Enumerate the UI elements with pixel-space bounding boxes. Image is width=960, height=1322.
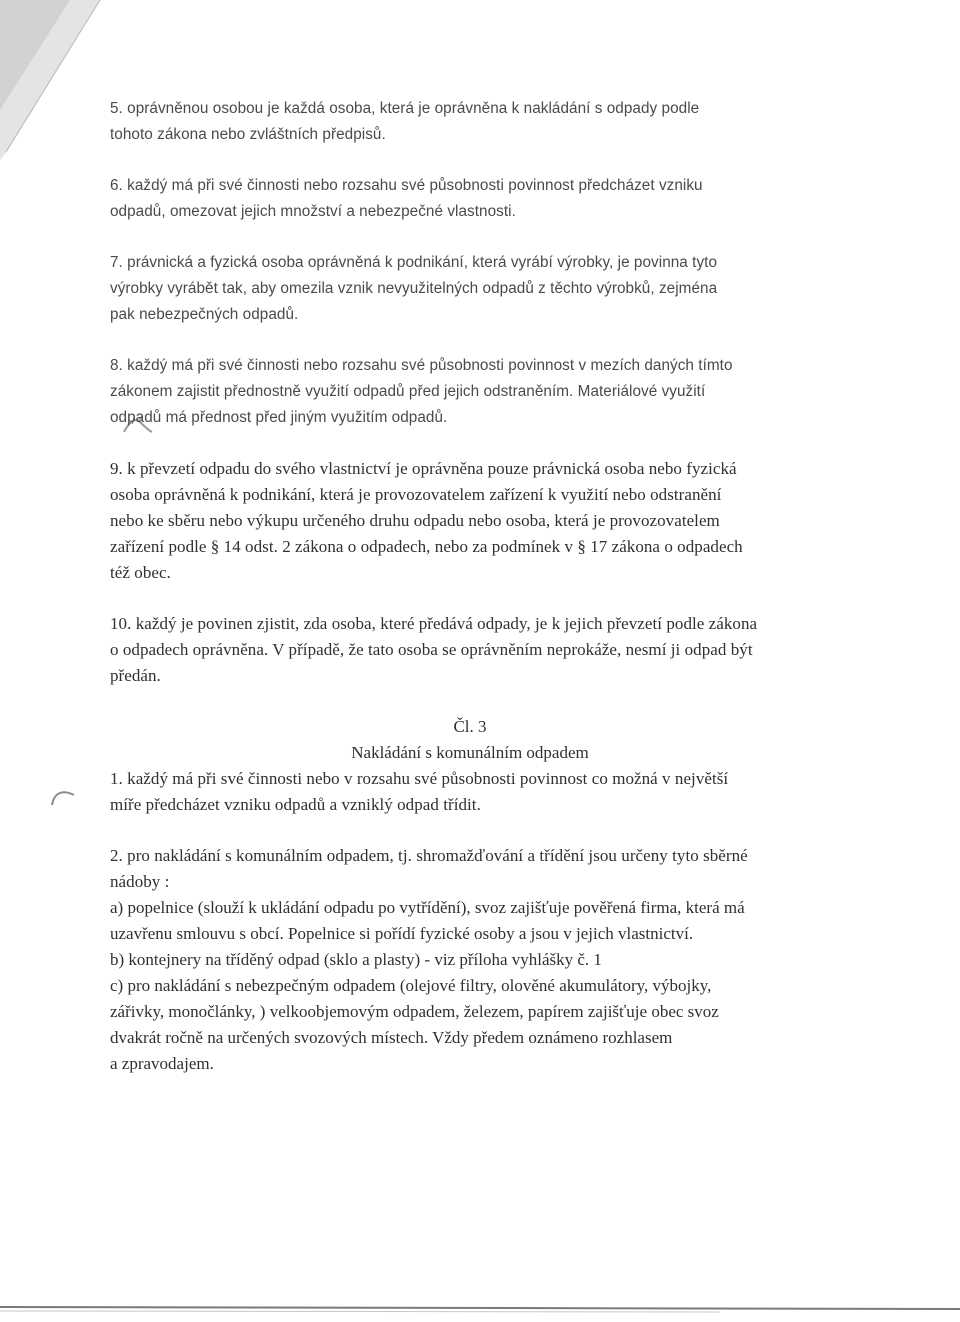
text-line: míře předcházet vzniku odpadů a vzniklý odpad třídit. bbox=[110, 795, 481, 814]
paragraph-9 bbox=[110, 456, 830, 586]
text-line: 7. právnická a fyzická osoba oprávněná k podnikání, která vyrábí výrobky, je povinna tyto bbox=[110, 254, 718, 271]
text-line: nádoby : bbox=[110, 872, 170, 891]
scan-edge-line bbox=[0, 1299, 960, 1321]
section-paragraph-1 bbox=[110, 766, 830, 818]
text-line: dvakrát ročně na určených svozových místech. Vždy předem oznámeno rozhlasem bbox=[110, 1028, 673, 1047]
list-item-c bbox=[110, 973, 830, 1077]
text-line: zařízení podle § 14 odst. 2 zákona o odpadech, nebo za podmínek v § 17 zákona o odpadech bbox=[110, 537, 743, 556]
text-line: nebo ke sběru nebo výkupu určeného druhu odpadu nebo osoba, která je provozovatelem bbox=[110, 511, 720, 530]
paragraph-6 bbox=[110, 173, 830, 225]
paragraph-7 bbox=[110, 250, 830, 328]
text-line: c) pro nakládání s nebezpečným odpadem (olejové filtry, olověné akumulátory, výbojky, bbox=[110, 976, 712, 995]
text-line: 1. každý má při své činnosti nebo v rozsahu své působnosti povinnost co možná v největší bbox=[110, 769, 729, 788]
text-line: 9. k převzetí odpadu do svého vlastnictví je oprávněna pouze právnická osoba nebo fyzická bbox=[110, 459, 737, 478]
text-line: a zpravodajem. bbox=[110, 1054, 214, 1073]
text-line: odpadů, omezovat jejich množství a nebezpečné vlastnosti. bbox=[110, 203, 516, 220]
text-line: zářivky, monočlánky, ) velkoobjemovým odpadem, železem, papírem zajišťuje obec svoz bbox=[110, 1002, 719, 1021]
corner-fold-shadow bbox=[0, 0, 110, 160]
text-line: 10. každý je povinen zjistit, zda osoba, které předává odpady, je k jejich převzetí podle zákona bbox=[110, 614, 758, 633]
text-line: o odpadech oprávněna. V případě, že tato osoba se oprávněním neprokáže, nesmí ji odpad být bbox=[110, 640, 753, 659]
text-line: b) kontejnery na tříděný odpad (sklo a plasty) - viz příloha vyhlášky č. 1 bbox=[110, 950, 602, 969]
paragraph-10 bbox=[110, 611, 830, 689]
scan-speck bbox=[48, 783, 78, 811]
section-paragraph-2 bbox=[110, 843, 830, 895]
text-line: tohoto zákona nebo zvláštních předpisů. bbox=[110, 126, 386, 143]
text-line: výrobky vyrábět tak, aby omezila vznik nevyužitelných odpadů z těchto výrobků, zejména bbox=[110, 280, 718, 297]
paragraph-5 bbox=[110, 96, 830, 148]
paragraph-8 bbox=[110, 353, 830, 431]
text-line: zákonem zajistit přednostně využití odpadů před jejich odstraněním. Materiálové využití bbox=[110, 383, 706, 400]
text-line: osoba oprávněná k podnikání, která je provozovatelem zařízení k využití nebo odstranění bbox=[110, 485, 722, 504]
list-item-a bbox=[110, 895, 830, 947]
section-title: Nakládání s komunálním odpadem bbox=[351, 743, 589, 762]
text-line: odpadů má přednost před jiným využitím odpadů. bbox=[110, 409, 448, 426]
text-line: též obec. bbox=[110, 563, 171, 582]
text-line: 5. oprávněnou osobou je každá osoba, která je oprávněna k nakládání s odpady podle bbox=[110, 100, 700, 117]
section-number: Čl. 3 bbox=[453, 717, 487, 736]
text-line: předán. bbox=[110, 666, 161, 685]
document-body bbox=[110, 96, 830, 1077]
list-item-b bbox=[110, 947, 830, 973]
text-line: a) popelnice (slouží k ukládání odpadu po vytřídění), svoz zajišťuje pověřená firma, která má bbox=[110, 898, 745, 917]
text-line: 6. každý má při své činnosti nebo rozsahu své působnosti povinnost předcházet vzniku bbox=[110, 177, 703, 194]
text-line: 2. pro nakládání s komunálním odpadem, tj. shromažďování a třídění jsou určeny tyto sběrné bbox=[110, 846, 748, 865]
text-line: uzavřenu smlouvu s obcí. Popelnice si pořídí fyzické osoby a jsou v jejich vlastnictví. bbox=[110, 924, 694, 943]
text-line: pak nebezpečných odpadů. bbox=[110, 306, 299, 323]
text-line: 8. každý má při své činnosti nebo rozsahu své působnosti povinnost v mezích daných tímto bbox=[110, 357, 733, 374]
